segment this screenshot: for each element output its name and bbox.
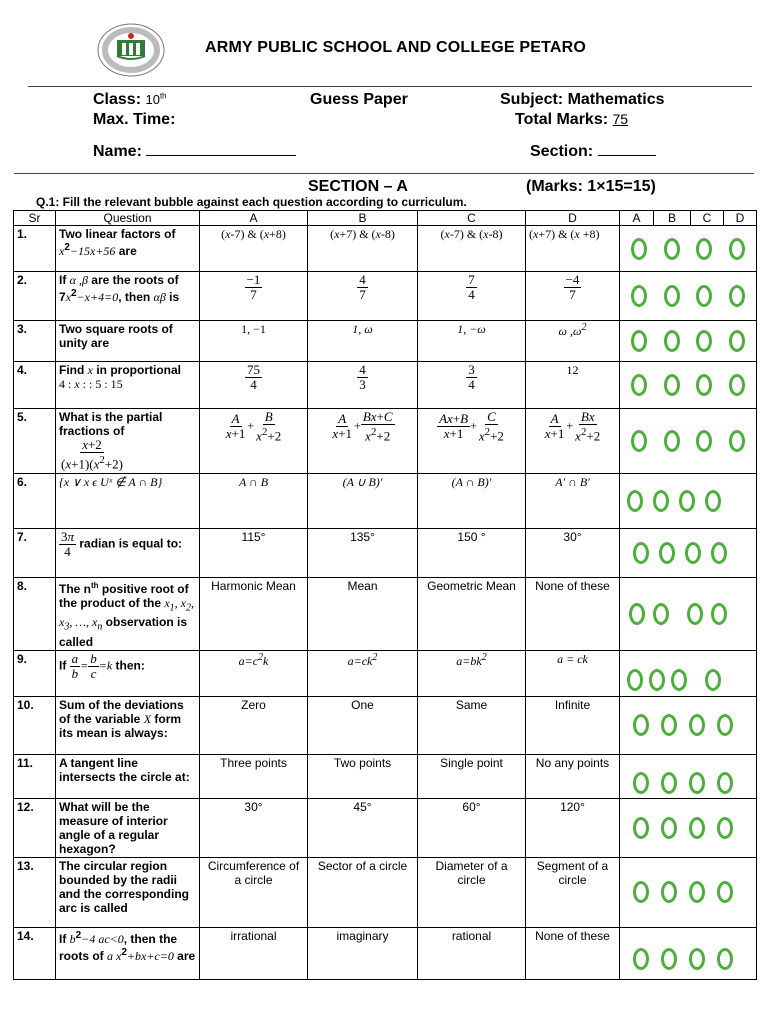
paper-type: Guess Paper	[310, 91, 408, 108]
option-d: No any points	[526, 754, 620, 798]
bubble-group	[620, 927, 757, 979]
sr-cell: 5.	[14, 409, 56, 474]
bubble-a[interactable]	[633, 881, 649, 903]
bubble-c[interactable]	[671, 669, 687, 691]
question-cell: The circular region bounded by the radii and the corresponding arc is called	[56, 857, 200, 927]
bubble-c[interactable]	[689, 714, 705, 736]
bubble-d[interactable]	[717, 714, 733, 736]
bubble-b[interactable]	[664, 238, 680, 260]
sr-cell: 13.	[14, 857, 56, 927]
bubble-c[interactable]	[687, 603, 703, 625]
sr-cell: 1.	[14, 226, 56, 272]
section-title: SECTION – A	[308, 178, 408, 195]
mcq-table	[13, 210, 757, 980]
bubble-a[interactable]	[631, 330, 647, 352]
bubble-a[interactable]	[627, 669, 643, 691]
bubble-a[interactable]	[631, 430, 647, 452]
bubble-b[interactable]	[661, 714, 677, 736]
option-c: 1, −ω	[418, 321, 526, 362]
header-option-b: B	[308, 211, 418, 226]
header-bubble-c: C	[691, 211, 724, 226]
option-c: 60°	[418, 798, 526, 857]
question-cell: What will be the measure of interior angle of a regular hexagon?	[56, 798, 200, 857]
bubble-a[interactable]	[633, 948, 649, 970]
sr-cell: 10.	[14, 696, 56, 754]
option-a: $\frac{A}{x+1}$ + $\frac{B}{x^2+2}$	[200, 409, 308, 474]
bubble-b[interactable]	[661, 772, 677, 794]
section-divider	[14, 173, 754, 174]
option-b: Sector of a circle	[308, 857, 418, 927]
bubble-group	[620, 578, 757, 651]
name-field[interactable]	[93, 143, 296, 161]
bubble-a[interactable]	[631, 238, 647, 260]
option-d: $\frac{-4}{7}$	[526, 272, 620, 321]
bubble-group	[620, 272, 757, 321]
sr-cell: 11.	[14, 754, 56, 798]
table-row	[14, 650, 757, 696]
sr-cell: 8.	[14, 578, 56, 651]
option-d: A′ ∩ B′	[526, 474, 620, 529]
option-a: Zero	[200, 696, 308, 754]
bubble-b[interactable]	[659, 542, 675, 564]
bubble-c[interactable]	[689, 772, 705, 794]
bubble-b[interactable]	[653, 490, 669, 512]
bubble-c[interactable]	[696, 285, 712, 307]
bubble-b[interactable]	[661, 817, 677, 839]
option-b: 135°	[308, 529, 418, 578]
bubble-b[interactable]	[664, 285, 680, 307]
option-d: Infinite	[526, 696, 620, 754]
subject-label: Subject: Mathematics	[500, 91, 665, 108]
bubble-d[interactable]	[705, 490, 721, 512]
option-a: 115°	[200, 529, 308, 578]
bubble-c[interactable]	[696, 430, 712, 452]
option-b: 1, ω	[308, 321, 418, 362]
option-b: (A ∪ B)′	[308, 474, 418, 529]
question-cell: {x ∨ x ϵ Uˣ ∉ A ∩ B}	[56, 474, 200, 529]
bubble-group	[620, 754, 757, 798]
bubble-group	[620, 529, 757, 578]
table-row	[14, 857, 757, 927]
option-c: Single point	[418, 754, 526, 798]
option-a: $\frac{-1}{7}$	[200, 272, 308, 321]
option-c: Diameter of a circle	[418, 857, 526, 927]
bubble-d[interactable]	[717, 881, 733, 903]
class-value: 10th	[145, 91, 167, 107]
total-marks-value: 75	[612, 111, 629, 127]
option-d: None of these	[526, 927, 620, 979]
bubble-a[interactable]	[633, 542, 649, 564]
option-d: 120°	[526, 798, 620, 857]
class-label: Class:	[93, 91, 142, 108]
header-option-c: C	[418, 211, 526, 226]
option-b: $\frac{4}{7}$	[308, 272, 418, 321]
bubble-group	[620, 650, 757, 696]
table-row	[14, 321, 757, 362]
bubble-a[interactable]	[631, 374, 647, 396]
bubble-group	[620, 474, 757, 529]
option-b: One	[308, 696, 418, 754]
bubble-group	[620, 409, 757, 474]
option-d: 30°	[526, 529, 620, 578]
bubble-d[interactable]	[711, 603, 727, 625]
table-row	[14, 529, 757, 578]
bubble-group	[620, 696, 757, 754]
bubble-d[interactable]	[717, 772, 733, 794]
bubble-d[interactable]	[729, 330, 745, 352]
table-row	[14, 696, 757, 754]
bubble-a[interactable]	[633, 714, 649, 736]
option-c: $a=bk^2$	[418, 650, 526, 696]
question-cell: If α ,β are the roots of $7x^2-x+4=0$, then αβ is	[56, 272, 200, 321]
bubble-c[interactable]	[696, 238, 712, 260]
bubble-c[interactable]	[689, 948, 705, 970]
option-c: Same	[418, 696, 526, 754]
option-b: imaginary	[308, 927, 418, 979]
header-option-d: D	[526, 211, 620, 226]
name-blank[interactable]	[146, 155, 296, 156]
header-bubble-d: D	[724, 211, 757, 226]
question-cell: What is the partial fractions of $\frac{x+2}{(x+1)(x^2+2)}$	[56, 409, 200, 474]
sr-cell: 4.	[14, 362, 56, 409]
name-label: Name:	[93, 143, 142, 160]
table-header-row	[14, 211, 757, 226]
option-d: ω $,\omega^2$	[526, 321, 620, 362]
option-a: $\frac{75}{4}$	[200, 362, 308, 409]
max-time-label: Max. Time:	[93, 111, 176, 128]
bubble-c[interactable]	[689, 881, 705, 903]
section-field[interactable]	[530, 143, 656, 161]
question-cell: Find x in proportional 4 : x : : 5 : 15	[56, 362, 200, 409]
bubble-group	[620, 226, 757, 272]
question-cell: A tangent line intersects the circle at:	[56, 754, 200, 798]
bubble-d[interactable]	[729, 374, 745, 396]
option-b: Two points	[308, 754, 418, 798]
option-c: (x-7) & (x-8)	[418, 226, 526, 272]
question-cell: If $b^2-4$ ac<0, then the roots of a $x^2+bx+c=0$ are	[56, 927, 200, 979]
option-a: 1, −1	[200, 321, 308, 362]
header-bubble-b: B	[654, 211, 691, 226]
school-logo	[96, 22, 166, 78]
sr-cell: 14.	[14, 927, 56, 979]
bubble-group	[620, 362, 757, 409]
class-field	[93, 91, 167, 109]
table-row	[14, 362, 757, 409]
option-d: $\frac{A}{x+1}$ + $\frac{Bx}{x^2+2}$	[526, 409, 620, 474]
option-a: Circumference of a circle	[200, 857, 308, 927]
option-b: $\frac{A}{x+1}$ + $\frac{Bx+C}{x^2+2}$	[308, 409, 418, 474]
bubble-d[interactable]	[729, 430, 745, 452]
sr-cell: 12.	[14, 798, 56, 857]
bubble-a[interactable]	[633, 772, 649, 794]
option-c: rational	[418, 927, 526, 979]
bubble-d[interactable]	[729, 285, 745, 307]
bubble-a[interactable]	[629, 603, 645, 625]
bubble-b[interactable]	[661, 881, 677, 903]
header-divider	[28, 86, 752, 87]
option-a: (x-7) & (x+8)	[200, 226, 308, 272]
sr-cell: 2.	[14, 272, 56, 321]
option-b: (x+7) & (x-8)	[308, 226, 418, 272]
table-row	[14, 927, 757, 979]
bubble-b[interactable]	[664, 374, 680, 396]
sr-cell: 7.	[14, 529, 56, 578]
bubble-a[interactable]	[631, 285, 647, 307]
bubble-b[interactable]	[649, 669, 665, 691]
header-option-a: A	[200, 211, 308, 226]
sr-cell: 9.	[14, 650, 56, 696]
option-c: (A ∩ B)′	[418, 474, 526, 529]
bubble-d[interactable]	[711, 542, 727, 564]
question-cell: Sum of the deviations of the variable X form its mean is always:	[56, 696, 200, 754]
instruction-text: Q.1: Fill the relevant bubble against each question according to curriculum.	[36, 195, 467, 209]
option-a: Three points	[200, 754, 308, 798]
total-marks-label: Total Marks:	[515, 111, 609, 128]
bubble-group	[620, 798, 757, 857]
option-c: Geometric Mean	[418, 578, 526, 651]
bubble-c[interactable]	[685, 542, 701, 564]
option-d: None of these	[526, 578, 620, 651]
bubble-c[interactable]	[696, 330, 712, 352]
bubble-c[interactable]	[696, 374, 712, 396]
bubble-b[interactable]	[661, 948, 677, 970]
option-a: A ∩ B	[200, 474, 308, 529]
question-cell: $\frac{3\pi}{4}$ radian is equal to:	[56, 529, 200, 578]
section-blank[interactable]	[598, 155, 656, 156]
header-sr: Sr	[14, 211, 56, 226]
option-a: Harmonic Mean	[200, 578, 308, 651]
table-row	[14, 272, 757, 321]
table-row	[14, 226, 757, 272]
option-b: 45°	[308, 798, 418, 857]
table-row	[14, 474, 757, 529]
bubble-d[interactable]	[705, 669, 721, 691]
option-c: $\frac{7}{4}$	[418, 272, 526, 321]
bubble-a[interactable]	[627, 490, 643, 512]
option-b: Mean	[308, 578, 418, 651]
section-marks: (Marks: 1×15=15)	[526, 178, 656, 195]
bubble-b[interactable]	[664, 430, 680, 452]
table-row	[14, 798, 757, 857]
header-bubble-a: A	[620, 211, 654, 226]
option-a: 30°	[200, 798, 308, 857]
table-row	[14, 409, 757, 474]
header-question: Question	[56, 211, 200, 226]
bubble-group	[620, 321, 757, 362]
table-row	[14, 754, 757, 798]
sr-cell: 6.	[14, 474, 56, 529]
bubble-d[interactable]	[717, 817, 733, 839]
option-a: $a=c^2k$	[200, 650, 308, 696]
option-d: 12	[526, 362, 620, 409]
option-c: 150 °	[418, 529, 526, 578]
question-cell: Two square roots of unity are	[56, 321, 200, 362]
option-d: Segment of a circle	[526, 857, 620, 927]
bubble-c[interactable]	[689, 817, 705, 839]
bubble-a[interactable]	[633, 817, 649, 839]
option-a: irrational	[200, 927, 308, 979]
option-d: (x+7) & (x +8)	[526, 226, 620, 272]
bubble-c[interactable]	[679, 490, 695, 512]
option-d: a = ck	[526, 650, 620, 696]
section-label: Section:	[530, 143, 594, 160]
bubble-b[interactable]	[664, 330, 680, 352]
table-row	[14, 578, 757, 651]
option-b: $\frac{4}{3}$	[308, 362, 418, 409]
question-cell: If $\frac{a}{b}$ = $\frac{b}{c}$ =k then:	[56, 650, 200, 696]
option-b: $a=ck^2$	[308, 650, 418, 696]
sr-cell: 3.	[14, 321, 56, 362]
bubble-b[interactable]	[653, 603, 669, 625]
option-c: $\frac{Ax+B}{x+1}$ + $\frac{C}{x^2+2}$	[418, 409, 526, 474]
school-name: ARMY PUBLIC SCHOOL AND COLLEGE PETARO	[205, 39, 587, 56]
bubble-group	[620, 857, 757, 927]
total-marks-field	[515, 111, 628, 129]
bubble-d[interactable]	[717, 948, 733, 970]
question-cell: The $n^{th}$ positive root of the product of the $x_1$, $x_2$, $x_3$, …, $x_n$ observation is called	[56, 578, 200, 651]
bubble-d[interactable]	[729, 238, 745, 260]
question-cell: Two linear factors of $x^2-15x+56$ are	[56, 226, 200, 272]
option-c: $\frac{3}{4}$	[418, 362, 526, 409]
